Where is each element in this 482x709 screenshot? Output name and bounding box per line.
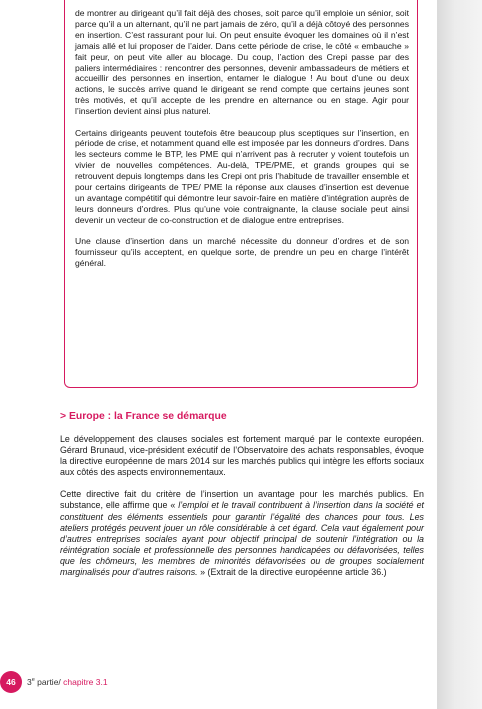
page-side-band bbox=[437, 0, 482, 709]
section-title: > Europe : la France se démarque bbox=[60, 411, 227, 422]
part-ordinal: e bbox=[31, 677, 35, 684]
directive-source: » (Extrait de la directive européenne article 36.) bbox=[197, 567, 387, 578]
insertion-box bbox=[64, 0, 418, 388]
main-paragraph-2 bbox=[60, 489, 424, 578]
page-number: 46 bbox=[0, 671, 22, 693]
directive-lead: Cette directive fait du critère de l’insertion un avantage pour les marchés publics. En substance, elle affirme que « bbox=[60, 489, 424, 511]
page-footer bbox=[0, 670, 200, 694]
directive-quote: l’emploi et le travail contribuent à l’insertion dans la société et constituent des éléments essentiels pour garantir l’égalité des chances pour tous. Les ateliers protégés peuvent jouer un rôle considérable à cet égard. Cela vaut également pour d’autres entreprises sociales ayant pour objectif principal de soutenir l’intégration ou la réintégration sociale et professionnelle des personnes handicapées ou défavorisées, telles que les chômeurs, les membres de minorités défavorisées ou de groupes socialement marginalisés pour d’autres raisons. bbox=[60, 500, 424, 578]
part-number: 3 bbox=[27, 677, 32, 687]
box-paragraph-2: Certains dirigeants peuvent toutefois être beaucoup plus sceptiques sur l’insertion, en période de crise, et notamment quand elle est imposée par les donneurs d’ordres. Dans les secteurs comme le BTP, les PME qui n’arrivent pas à recruter y voient toutefois un vivier de nouvelles compétences. Au-delà, TPE/PME, et grands groupes qui se retrouvent depuis longtemps dans les Crepi ont pris l’habitude de travailler ensemble et pour certains dirigeants de TPE/ PME la réponse aux clauses d’insertion est devenue un avantage compétitif qui démontre leur savoir-faire en matière d’intégration auprès de leurs donneurs d’ordres. Plus qu’une voie contraignante, la clause sociale peut ainsi devenir un vecteur de co-construction et de dialogue entre entreprises. bbox=[75, 127, 409, 225]
footer-running-head bbox=[27, 677, 108, 687]
main-text bbox=[60, 434, 424, 578]
part-label: partie/ bbox=[34, 677, 64, 687]
main-paragraph-1: Le développement des clauses sociales est fortement marqué par le contexte européen. Gérard Brunaud, vice-président exécutif de l’Observatoire des achats responsables, évoque la directive européenne de mars 2014 sur les marchés publics qui intègre les efforts sociaux aux côtés des aspects environnementaux. bbox=[60, 434, 424, 478]
chapter-label: chapitre 3.1 bbox=[63, 677, 108, 687]
box-paragraph-1: de montrer au dirigeant qu’il fait déjà des choses, soit parce qu’il emploie un sénior, soit parce qu’il a un alternant, qu’il ne part jamais de zéro, qu’il a déjà côtoyé des personnes en insertion. C’est rassurant pour lui. On peut ensuite évoquer les domaines où il n’est jamais allé et lui proposer de l’aider. Dans cette période de crise, le côté « embauche » fait peur, on peut vite aller au blocage. Du coup, l’action des Crepi passe par des paliers intermédiaires : rencontrer des personnes, devenir ambassadeurs de métiers et accueillir des personnes en insertion, entamer le dialogue ! Au bout d’une ou deux actions, le succès arrive quand le dirigeant se rend compte que certains jeunes sont très motivés, et qu’il accepte de les prendre en alternance ou en stage. Agir pour l’insertion devient ainsi plus naturel. bbox=[75, 8, 409, 117]
box-paragraph-3: Une clause d’insertion dans un marché nécessite du donneur d’ordres et de son fournisseur qu’ils acceptent, en quelque sorte, de prendre un peu en charge l’intérêt général. bbox=[75, 236, 409, 269]
